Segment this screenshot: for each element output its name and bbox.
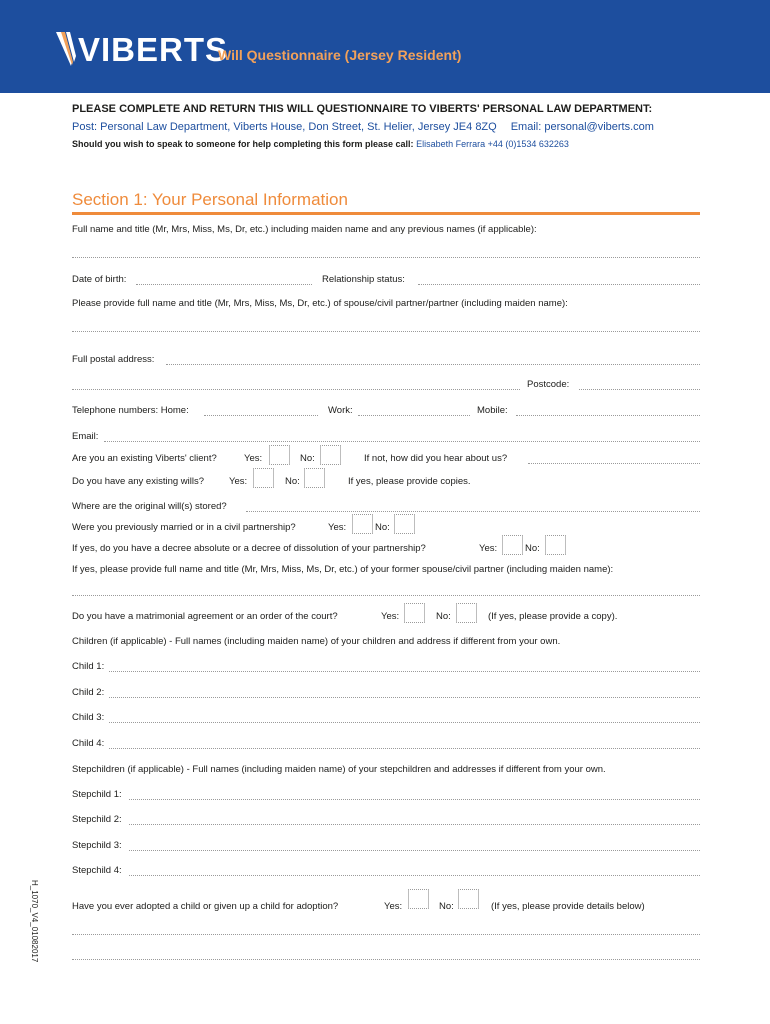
matrimonial-no-checkbox[interactable] [456,603,477,623]
logo-text: VIBERTS [78,31,229,68]
child-4-label: Child 4: [72,738,105,749]
postal-input[interactable] [166,364,700,365]
email-label: Email: [72,431,99,442]
child-4-input[interactable] [109,748,700,749]
adoption-details-input-2[interactable] [72,959,700,960]
prev-married-row [72,521,700,535]
existing-wills-no-checkbox[interactable] [304,468,325,488]
adoption-yes-label: Yes: [384,901,403,912]
dob-label: Date of birth: [72,274,127,285]
mobile-input[interactable] [516,415,700,416]
relationship-input[interactable] [418,284,700,285]
work-phone-input[interactable] [358,415,470,416]
stepchild-3-label: Stepchild 3: [72,840,122,851]
existing-client-yes-checkbox[interactable] [269,445,290,465]
former-spouse-answer-row [72,587,700,601]
viberts-logo [56,30,228,70]
prev-married-no-checkbox[interactable] [394,514,415,534]
existing-client-row [72,452,700,466]
postal-input-line2[interactable] [72,389,520,390]
email-input[interactable] [104,441,700,442]
existing-client-no-checkbox[interactable] [320,445,341,465]
spouse-answer-row [72,323,700,337]
section-divider [72,212,700,215]
stepchildren-intro-row [72,763,700,777]
wills-stored-row [72,500,700,514]
spouse-row [72,297,700,311]
spouse-input[interactable] [72,331,700,332]
existing-wills-yes-checkbox[interactable] [253,468,274,488]
intro-instruction: PLEASE COMPLETE AND RETURN THIS WILL QUESTIONNAIRE TO VIBERTS' PERSONAL LAW DEPARTMENT: [72,103,653,115]
former-spouse-input[interactable] [72,595,700,596]
postal-address-text: Post: Personal Law Department, Viberts House, Don Street, St. Helier, Jersey JE4 8ZQ [72,121,497,133]
stepchild-2-input[interactable] [129,824,700,825]
existing-wills-row [72,475,700,489]
wills-stored-label: Where are the original will(s) stored? [72,501,227,512]
matrimonial-yes-checkbox[interactable] [404,603,425,623]
former-spouse-label: If yes, please provide full name and title (Mr, Mrs, Miss, Ms, Dr, etc.) of your former spouse/civil partner (including maiden name): [72,564,614,575]
matrimonial-no-label: No: [436,611,451,622]
email-text: Email: personal@viberts.com [510,121,654,133]
prev-married-yes-label: Yes: [328,522,347,533]
postcode-row [72,378,700,392]
hear-about-input[interactable] [528,463,700,464]
provide-copies-text: If yes, please provide copies. [348,476,471,487]
dob-input[interactable] [136,284,312,285]
postcode-input[interactable] [579,389,700,390]
decree-no-label: No: [525,543,540,554]
stepchild-3-row [72,839,700,853]
postal-row [72,353,700,367]
decree-yes-label: Yes: [479,543,498,554]
full-name-label: Full name and title (Mr, Mrs, Miss, Ms, Dr, etc.) including maiden name and any previous names (if applicable): [72,224,537,235]
child-2-label: Child 2: [72,687,105,698]
existing-client-no-label: No: [300,453,315,464]
existing-wills-label: Do you have any existing wills? [72,476,205,487]
adoption-details-input-1[interactable] [72,934,700,935]
phone-prompt: Should you wish to speak to someone for help completing this form please call: [72,139,414,149]
mobile-label: Mobile: [477,405,508,416]
spouse-label: Please provide full name and title (Mr, Mrs, Miss, Ms, Dr, etc.) of spouse/civil partner/partner (including maiden name): [72,298,568,309]
child-1-row [72,660,700,674]
matrimonial-label: Do you have a matrimonial agreement or an order of the court? [72,611,338,622]
stepchild-2-row [72,813,700,827]
existing-client-label: Are you an existing Viberts' client? [72,453,217,464]
stepchildren-intro-text: Stepchildren (if applicable) - Full names (including maiden name) of your stepchildren and addresses if different from your own. [72,764,606,775]
adoption-row [72,900,700,914]
decree-row [72,542,700,556]
hear-about-label: If not, how did you hear about us? [364,453,508,464]
child-2-row [72,686,700,700]
adoption-no-label: No: [439,901,454,912]
decree-yes-checkbox[interactable] [502,535,523,555]
child-3-input[interactable] [109,722,700,723]
child-4-row [72,737,700,751]
stepchild-4-input[interactable] [129,875,700,876]
stepchild-3-input[interactable] [129,850,700,851]
child-2-input[interactable] [109,697,700,698]
existing-client-yes-label: Yes: [244,453,263,464]
prev-married-yes-checkbox[interactable] [352,514,373,534]
intro-block [72,101,712,151]
child-1-input[interactable] [109,671,700,672]
intro-phone-line [72,137,712,151]
prev-married-label: Were you previously married or in a civil partnership? [72,522,296,533]
full-name-row [72,223,700,237]
work-phone-label: Work: [328,405,353,416]
provide-copy-text: (If yes, please provide a copy). [488,611,618,622]
decree-no-checkbox[interactable] [545,535,566,555]
prev-married-no-label: No: [375,522,390,533]
child-3-row [72,711,700,725]
full-name-input[interactable] [72,257,700,258]
telephone-row [72,404,700,418]
existing-wills-no-label: No: [285,476,300,487]
adoption-label: Have you ever adopted a child or given up a child for adoption? [72,901,339,912]
document-title: Will Questionnaire (Jersey Resident) [218,47,462,63]
postal-label: Full postal address: [72,354,155,365]
page-header [0,0,770,93]
matrimonial-row [72,610,700,624]
postcode-label: Postcode: [527,379,570,390]
children-intro-row [72,635,700,649]
relationship-label: Relationship status: [322,274,405,285]
adoption-no-checkbox[interactable] [458,889,479,909]
adoption-answer-row-1 [72,926,700,940]
existing-wills-yes-label: Yes: [229,476,248,487]
child-3-label: Child 3: [72,712,105,723]
stepchild-4-row [72,864,700,878]
stepchild-4-label: Stepchild 4: [72,865,122,876]
stepchild-1-input[interactable] [129,799,700,800]
decree-label: If yes, do you have a decree absolute or a decree of dissolution of your partnership? [72,543,426,554]
stepchild-1-row [72,788,700,802]
adoption-yes-checkbox[interactable] [408,889,429,909]
section-title: Section 1: Your Personal Information [72,190,348,209]
child-1-label: Child 1: [72,661,105,672]
form-reference-code: H_1070_V4_01082017 [30,880,39,963]
stepchild-1-label: Stepchild 1: [72,789,122,800]
email-row [72,430,700,444]
home-phone-input[interactable] [204,415,318,416]
matrimonial-yes-label: Yes: [381,611,400,622]
home-phone-label: Telephone numbers: Home: [72,405,189,416]
wills-stored-input[interactable] [246,511,700,512]
children-intro-text: Children (if applicable) - Full names (including maiden name) of your children and address if different from your own. [72,636,561,647]
full-name-answer-row [72,249,700,263]
provide-details-text: (If yes, please provide details below) [491,901,645,912]
adoption-answer-row-2 [72,951,700,965]
dob-row [72,273,700,287]
stepchild-2-label: Stepchild 2: [72,814,122,825]
phone-contact: Elisabeth Ferrara +44 (0)1534 632263 [416,139,569,149]
former-spouse-row [72,563,700,577]
intro-contact-line [72,119,712,135]
